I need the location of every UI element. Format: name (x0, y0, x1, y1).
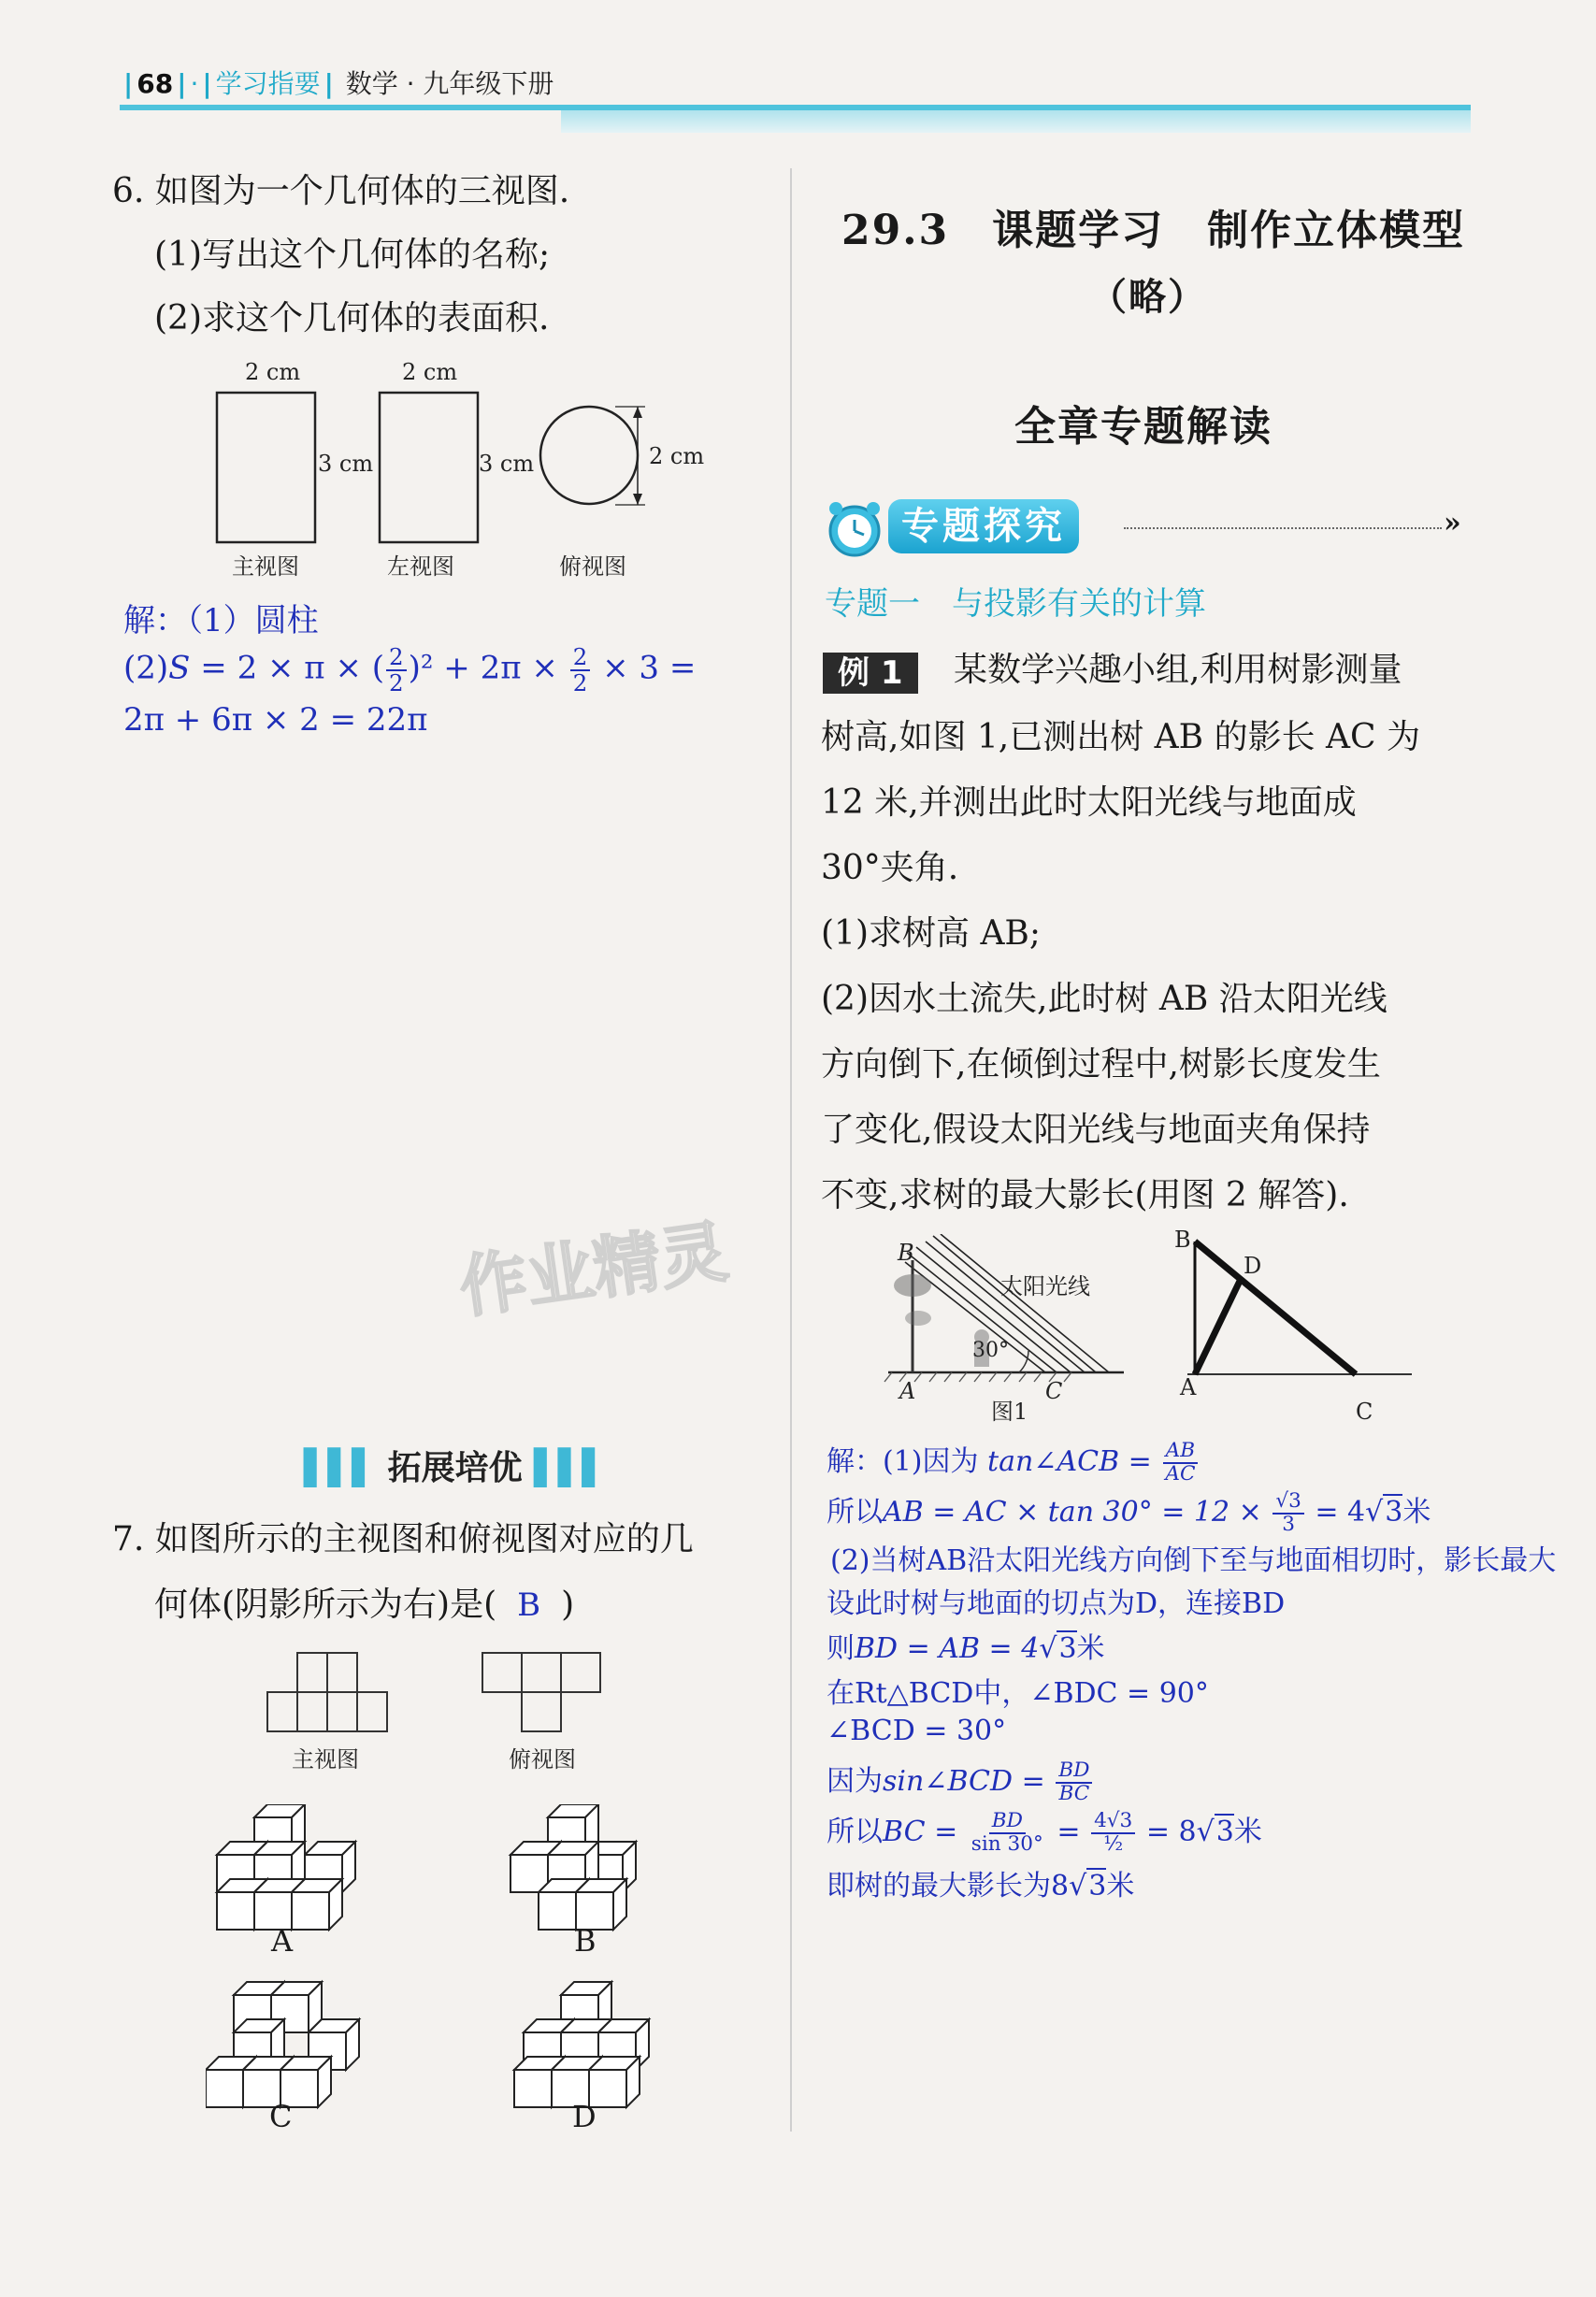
sol-line-4: 设此时树与地面的切点为D，连接BD (827, 1587, 1286, 1620)
fig2-B: B (1174, 1227, 1191, 1253)
option-c-figure (206, 1982, 359, 2107)
page-number: 68 (137, 68, 174, 99)
figure-2 (1159, 1225, 1421, 1430)
q6-part1: (1)写出这个几何体的名称; (154, 236, 551, 274)
header-text: | 68 | · | 学习指要 | 数学 · 九年级下册 (123, 68, 554, 99)
sol-line-10: 即树的最大影长为8√3米 (827, 1870, 1135, 1902)
q6-three-views-figure (206, 355, 711, 580)
fig1-C: C (1045, 1378, 1063, 1404)
fig1-B: B (898, 1240, 914, 1266)
option-b-figure (510, 1804, 636, 1930)
q6-answer3: 2π + 6π × 2 = 22π (123, 701, 428, 739)
example-line-6: (2)因水土流失,此时树 AB 沿太阳光线 (821, 980, 1388, 1018)
brand: 学习指要 (215, 68, 321, 99)
cap-front-view: 主视图 (232, 553, 299, 580)
fig2-A: A (1180, 1374, 1197, 1400)
section-extension: ▌▌▌ 拓展培优 ▌▌▌ (304, 1449, 607, 1487)
dim-h1: 3 cm (318, 451, 374, 477)
sol-line-6: 在Rt△BCD中，∠BDC = 90° (827, 1677, 1209, 1710)
sol-line-1: 解：(1)因为 tan∠ACB = $\frac{AB}{AC}$ (827, 1438, 1200, 1486)
option-a-label: A (271, 1923, 294, 1959)
clock-icon (823, 499, 888, 559)
q7-answer: B (517, 1586, 541, 1624)
example-line-3: 12 米,并测出此时太阳光线与地面成 (821, 783, 1357, 822)
top-view-circle (540, 407, 638, 504)
example-line-8: 了变化,假设太阳光线与地面夹角保持 (821, 1111, 1371, 1149)
section-title: 29.3 课题学习 制作立体模型 (841, 207, 1466, 254)
q7-top-view (482, 1653, 600, 1731)
option-b-label: B (574, 1923, 597, 1959)
option-c-label: C (269, 2099, 293, 2134)
q6-stem: 6. 如图为一个几何体的三视图. (112, 172, 570, 210)
q6-part2: (2)求这个几何体的表面积. (154, 299, 550, 337)
example-line-1: 某数学兴趣小组,利用树影测量 (954, 651, 1402, 689)
fig1-caption: 图1 (991, 1399, 1028, 1425)
cap-top-view: 俯视图 (559, 553, 626, 580)
sol-line-8: 因为sin∠BCD = $\frac{BD}{BC}$ (827, 1758, 1094, 1805)
left-view-rect (380, 393, 478, 542)
example-line-5: (1)求树高 AB; (821, 914, 1042, 953)
example-1 (823, 647, 918, 693)
q7-stem2: 何体(阴影所示为右)是( B ) (154, 1586, 575, 1624)
sol-line-3: (2)当树AB沿太阳光线方向倒下至与地面相切时，影长最大 (830, 1544, 1557, 1577)
section-title-note: （略） (1089, 275, 1207, 319)
chapter-summary-title: 全章专题解读 (1014, 403, 1272, 451)
sol-line-7: ∠BCD = 30° (827, 1715, 1007, 1747)
column-divider (790, 168, 792, 2132)
example-line-4: 30°夹角. (821, 849, 959, 887)
front-view-rect (217, 393, 315, 542)
example-line-7: 方向倒下,在倾倒过程中,树影长度发生 (821, 1045, 1381, 1084)
page-header (0, 0, 1596, 140)
q6-answer1: 解：（1）圆柱 (123, 602, 319, 639)
fig2-D: D (1244, 1253, 1262, 1279)
header-sep: · (190, 68, 199, 99)
fig1-sun-label: 太阳光线 (1000, 1273, 1090, 1299)
sol-line-9: 所以BC = $\frac{BD}{\sin 30^\circ}$ = $\frac{4√3}{\text{½}}$ = 8√3米 (827, 1809, 1262, 1856)
dim-d: 2 cm (649, 443, 705, 469)
sol-line-5: 则BD = AB = 4√3米 (827, 1632, 1105, 1665)
subject: 数学 · 九年级下册 (345, 68, 554, 99)
dim-w1: 2 cm (245, 359, 301, 385)
banner-label: 专题探究 (888, 499, 1079, 553)
q7-cap-front: 主视图 (292, 1746, 359, 1773)
q7-front-view (267, 1653, 387, 1731)
option-a-figure (217, 1804, 355, 1930)
example-label: 例 1 (823, 653, 918, 694)
example-line-9: 不变,求树的最大影长(用图 2 解答). (821, 1176, 1349, 1214)
fig2-C: C (1356, 1399, 1373, 1425)
cap-left-view: 左视图 (387, 553, 454, 580)
fig1-angle: 30° (972, 1339, 1009, 1362)
option-d-label: D (572, 2099, 597, 2134)
q7-cap-top: 俯视图 (509, 1746, 576, 1773)
fig1-A: A (899, 1378, 916, 1404)
topic-banner (823, 495, 1468, 561)
dim-h2: 3 cm (479, 451, 535, 477)
banner-arrow: » (1444, 507, 1461, 539)
q6-answer2: (2)S = 2 × π × ( $\frac{2}{2}$ )² + 2π × $\frac{2}{2}$ × 3 = (123, 643, 697, 696)
banner-dotted-rule (1124, 527, 1442, 529)
q7-stem1: 7. 如图所示的主视图和俯视图对应的几 (112, 1520, 694, 1558)
option-d-figure (514, 1982, 649, 2107)
watermark: 作业精灵 (454, 1212, 733, 1328)
dim-w2: 2 cm (402, 359, 458, 385)
topic-one: 专题一 与投影有关的计算 (825, 585, 1206, 623)
sol-line-2: 所以AB = AC × tan 30° = 12 × $\frac{√3}{3}$ = 4√3米 (827, 1489, 1431, 1536)
example-line-2: 树高,如图 1,已测出树 AB 的影长 AC 为 (821, 718, 1421, 756)
header-rule (120, 105, 1471, 110)
